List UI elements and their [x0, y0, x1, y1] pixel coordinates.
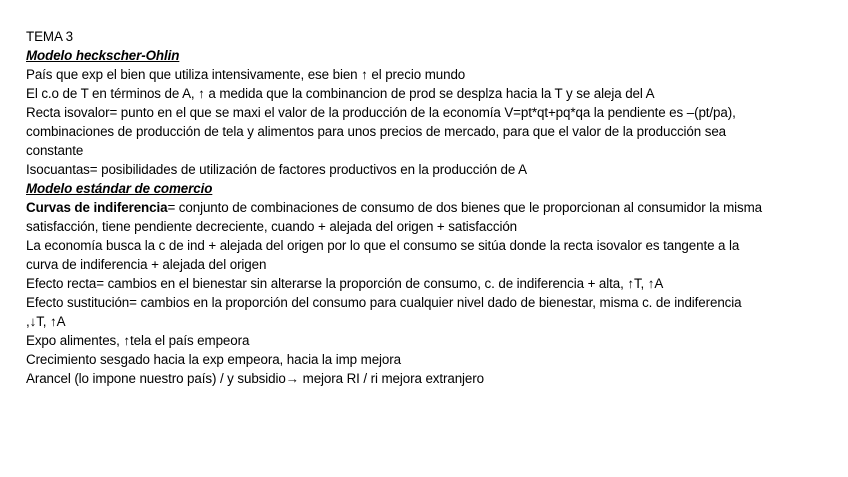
section-heading-modelo-estandar: Modelo estándar de comercio: [26, 181, 213, 196]
paragraph-line: País que exp el bien que utiliza intensivamente, ese bien ↑ el precio mundo: [26, 67, 466, 82]
document-page: [26, 27, 836, 388]
paragraph-line: Recta isovalor= punto en el que se maxi el valor de la producción de la economía V=pt*qt+pq*qa la pendiente es –(pt/pa),: [26, 105, 736, 120]
section-heading-heckscher-ohlin: Modelo heckscher-Ohlin: [26, 48, 180, 63]
paragraph-line: Crecimiento sesgado hacia la exp empeora, hacia la imp mejora: [26, 352, 401, 367]
paragraph-line: satisfacción, tiene pendiente decreciente, cuando + alejada del origen + satisfacción: [26, 219, 518, 234]
paragraph-line: Arancel (lo impone nuestro país) / y subsidio→ mejora RI / ri mejora extranjero: [26, 371, 484, 386]
paragraph-line: ,↓T, ↑A: [26, 314, 66, 329]
paragraph-line: [26, 198, 836, 217]
paragraph-line: Efecto sustitución= cambios en la proporción del consumo para cualquier nivel dado de bienestar, misma c. de indiferencia: [26, 295, 742, 310]
paragraph-line: Isocuantas= posibilidades de utilización de factores productivos en la producción de A: [26, 162, 527, 177]
document-title: TEMA 3: [26, 29, 74, 44]
paragraph-line: combinaciones de producción de tela y alimentos para unos precios de mercado, para que el valor de la producción sea: [26, 124, 727, 139]
paragraph-line: El c.o de T en términos de A, ↑ a medida que la combinancion de prod se desplza hacia la T y se aleja del A: [26, 86, 655, 101]
definition-text: = conjunto de combinaciones de consumo de dos bienes que le proporcionan al consumidor la misma: [167, 200, 762, 215]
paragraph-line: constante: [26, 143, 84, 158]
paragraph-line: La economía busca la c de ind + alejada del origen por lo que el consumo se sitúa donde la recta isovalor es tangente a la: [26, 238, 740, 253]
paragraph-line: Expo alimentes, ↑tela el país empeora: [26, 333, 250, 348]
paragraph-line: Efecto recta= cambios en el bienestar sin alterarse la proporción de consumo, c. de indiferencia + alta, ↑T, ↑A: [26, 276, 664, 291]
term-curvas-de-indiferencia: Curvas de indiferencia: [26, 200, 168, 215]
paragraph-line: curva de indiferencia + alejada del origen: [26, 257, 267, 272]
